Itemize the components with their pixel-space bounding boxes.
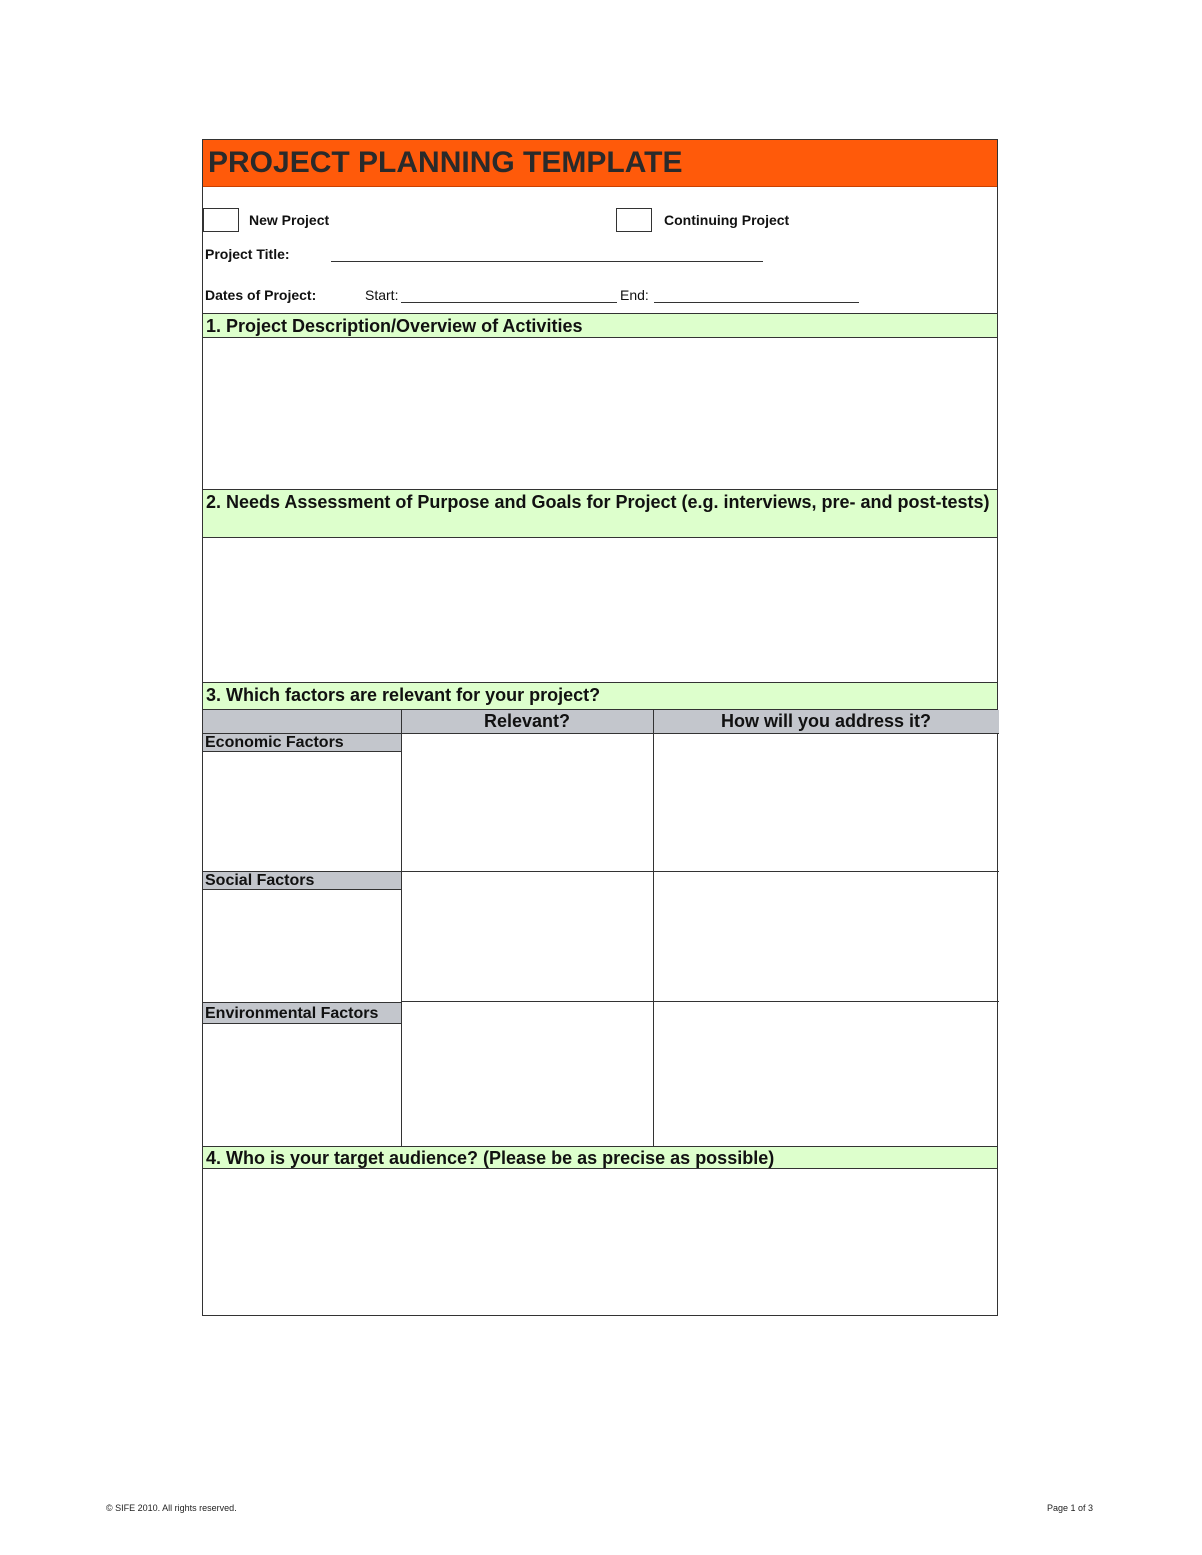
start-date-input[interactable] xyxy=(401,302,617,303)
environmental-address-cell[interactable] xyxy=(654,1002,999,1145)
page-title: PROJECT PLANNING TEMPLATE xyxy=(208,146,683,179)
continuing-project-label: Continuing Project xyxy=(664,212,790,228)
project-title-input[interactable] xyxy=(331,261,763,262)
continuing-project-checkbox[interactable] xyxy=(616,208,652,232)
factor-column-header xyxy=(203,710,401,734)
section-4-header: 4. Who is your target audience? (Please be as precise as possible) xyxy=(203,1146,997,1169)
section-2-header: 2. Needs Assessment of Purpose and Goals for Project (e.g. interviews, pre- and post-tests) xyxy=(203,489,997,538)
dates-label: Dates of Project: xyxy=(205,287,317,303)
section-3-header: 3. Which factors are relevant for your project? xyxy=(203,682,997,710)
economic-address-cell[interactable] xyxy=(654,734,999,870)
address-column-header: How will you address it? xyxy=(653,710,999,734)
section-1-area[interactable] xyxy=(203,338,997,489)
section-1-header: 1. Project Description/Overview of Activities xyxy=(203,313,997,338)
social-factors-label: Social Factors xyxy=(203,871,401,890)
start-label: Start: xyxy=(365,287,399,303)
section-2-area[interactable] xyxy=(203,538,997,682)
social-address-cell[interactable] xyxy=(654,872,999,1001)
project-title-label: Project Title: xyxy=(205,246,290,262)
page-number: Page 1 of 3 xyxy=(1047,1503,1094,1513)
economic-relevant-cell[interactable] xyxy=(402,734,652,870)
new-project-checkbox[interactable] xyxy=(203,208,239,232)
title-bar xyxy=(203,140,997,187)
relevant-column-header: Relevant? xyxy=(401,710,653,734)
end-date-input[interactable] xyxy=(654,302,859,303)
section-4-area[interactable] xyxy=(203,1169,997,1315)
new-project-label: New Project xyxy=(249,212,330,228)
environmental-factors-label: Environmental Factors xyxy=(203,1002,401,1024)
economic-factors-label: Economic Factors xyxy=(203,734,401,752)
copyright-notice: © SIFE 2010. All rights reserved. xyxy=(106,1503,237,1513)
social-relevant-cell[interactable] xyxy=(402,872,652,1001)
planning-form xyxy=(202,139,998,1316)
environmental-relevant-cell[interactable] xyxy=(402,1002,652,1145)
end-label: End: xyxy=(620,287,649,303)
